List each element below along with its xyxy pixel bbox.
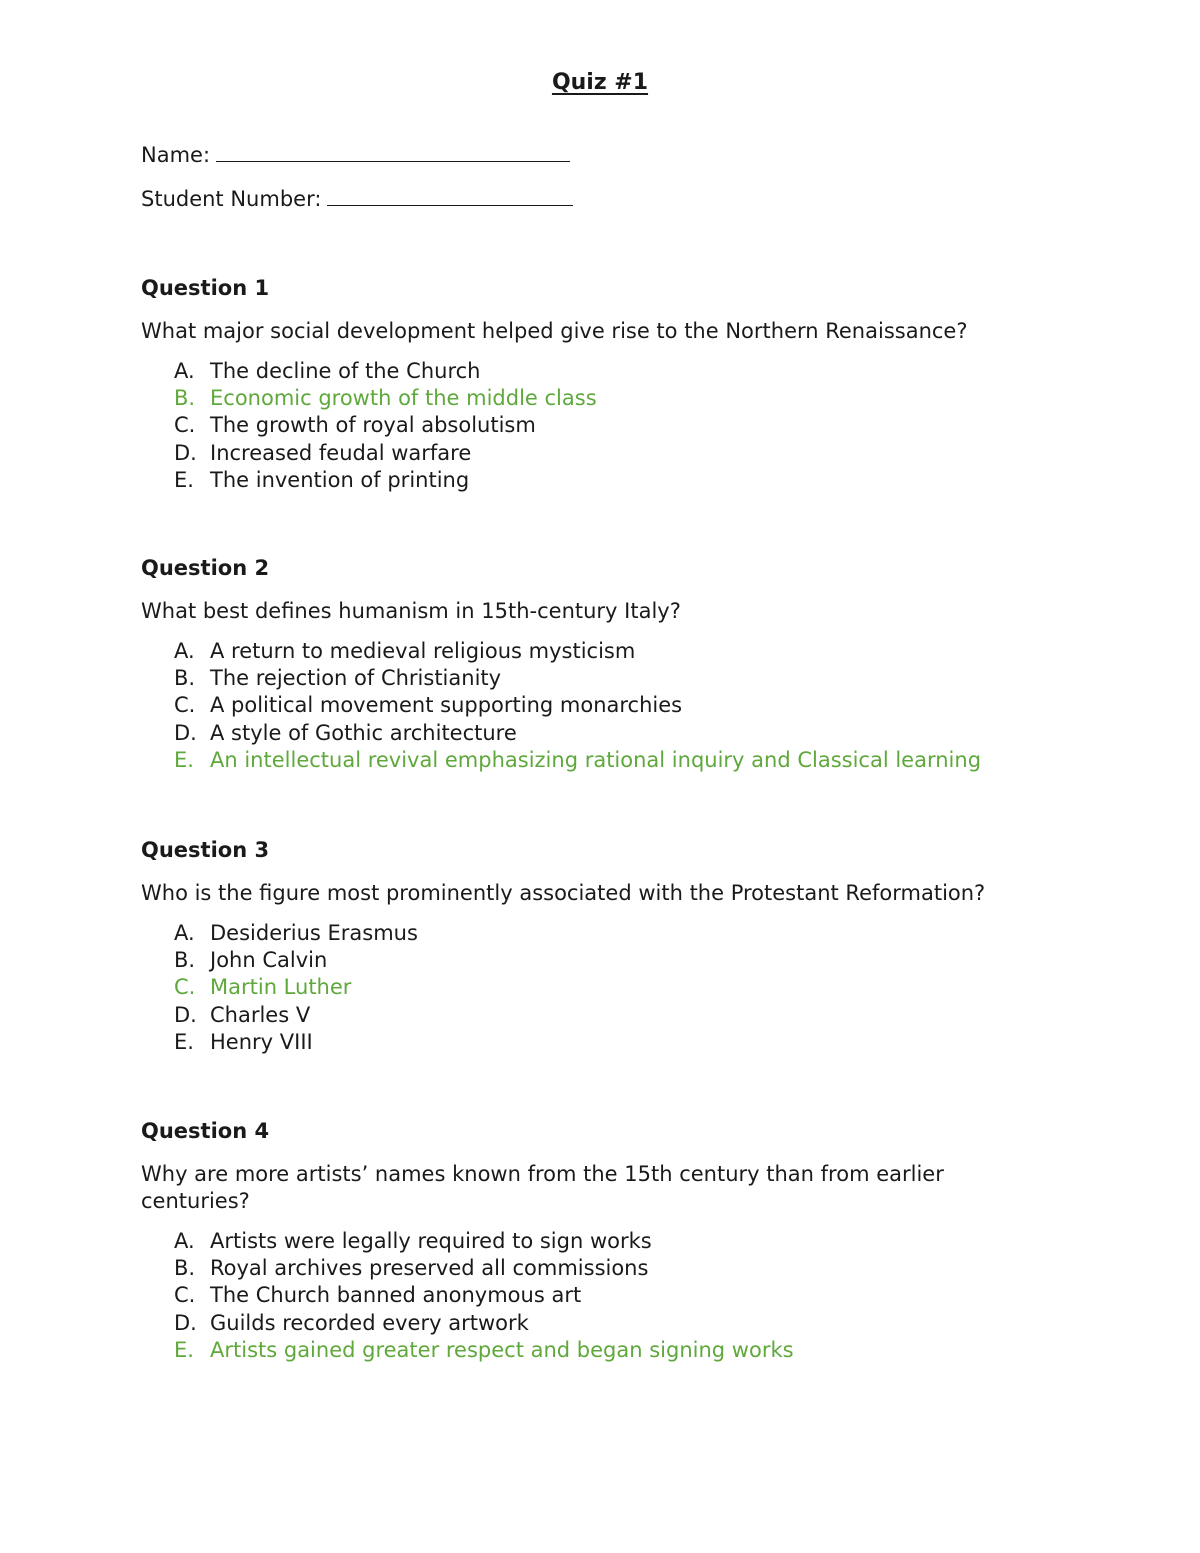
student-number-label: Student Number: — [141, 187, 322, 211]
option-text: The invention of printing — [210, 467, 470, 492]
question-title: Question 4 — [141, 1119, 270, 1143]
option-text: Economic growth of the middle class — [210, 386, 597, 411]
option-letter: E. — [174, 1337, 194, 1362]
student-number-blank-line[interactable] — [327, 187, 573, 206]
option-letter: A. — [174, 921, 195, 945]
question-3 — [141, 836, 1041, 1056]
option-letter: B. — [174, 1256, 196, 1281]
option-letter: E. — [174, 467, 194, 492]
option-text: The Church banned anonymous art — [210, 1283, 582, 1308]
question-4 — [141, 1117, 1041, 1364]
option-letter: E. — [174, 747, 194, 772]
answer-option-d — [174, 1002, 1041, 1029]
answer-option-b — [174, 1255, 1041, 1282]
option-letter: B. — [174, 666, 196, 691]
option-letter: A. — [174, 639, 195, 663]
answer-option-e-correct — [174, 1337, 1041, 1364]
option-letter: C. — [174, 413, 196, 438]
option-text: Charles V — [210, 1002, 311, 1027]
option-letter: C. — [174, 975, 196, 1000]
question-text: Who is the figure most prominently associated with the Protestant Reformation? — [141, 881, 986, 905]
name-label: Name: — [141, 143, 211, 167]
name-blank-line[interactable] — [216, 143, 570, 162]
answer-option-b — [174, 665, 1041, 692]
option-text: Desiderius Erasmus — [210, 921, 418, 945]
answer-option-d — [174, 440, 1041, 467]
option-text: Artists gained greater respect and began signing works — [210, 1337, 794, 1362]
answer-options — [141, 920, 1041, 1056]
answer-option-b-correct — [174, 385, 1041, 412]
question-title: Question 1 — [141, 276, 270, 300]
answer-option-c — [174, 692, 1041, 719]
quiz-title — [0, 68, 1200, 98]
answer-options — [141, 358, 1041, 494]
question-text: What best defines humanism in 15th-century Italy? — [141, 599, 681, 623]
option-letter: D. — [174, 1310, 197, 1335]
answer-option-c — [174, 412, 1041, 439]
quiz-title-text: Quiz #1 — [551, 70, 649, 95]
question-title: Question 3 — [141, 838, 270, 862]
option-text: Artists were legally required to sign works — [210, 1229, 652, 1253]
answer-option-a — [174, 358, 1041, 385]
answer-option-a — [174, 920, 1041, 947]
option-text: The growth of royal absolutism — [210, 413, 536, 438]
name-field — [141, 141, 570, 169]
option-text: Guilds recorded every artwork — [210, 1310, 529, 1335]
question-1 — [141, 274, 1041, 494]
question-text: Why are more artists’ names known from the 15th century than from earlier centuries? — [141, 1162, 944, 1213]
option-letter: C. — [174, 1283, 196, 1308]
option-text: A style of Gothic architecture — [210, 720, 517, 745]
answer-option-d — [174, 1310, 1041, 1337]
option-letter: C. — [174, 693, 196, 718]
option-letter: D. — [174, 720, 197, 745]
answer-options — [141, 1228, 1041, 1364]
question-2 — [141, 554, 1041, 774]
answer-option-c-correct — [174, 974, 1041, 1001]
answer-option-c — [174, 1282, 1041, 1309]
answer-option-a — [174, 1228, 1041, 1255]
option-text: Royal archives preserved all commissions — [210, 1256, 649, 1281]
option-letter: D. — [174, 440, 197, 465]
student-number-field — [141, 185, 573, 213]
option-text: Henry VIII — [210, 1029, 313, 1054]
question-text: What major social development helped give rise to the Northern Renaissance? — [141, 319, 968, 343]
option-text: A return to medieval religious mysticism — [210, 639, 636, 663]
option-letter: D. — [174, 1002, 197, 1027]
option-text: Increased feudal warfare — [210, 440, 472, 465]
answer-option-e — [174, 467, 1041, 494]
option-letter: B. — [174, 386, 196, 411]
answer-option-e — [174, 1029, 1041, 1056]
option-letter: B. — [174, 948, 196, 973]
question-title: Question 2 — [141, 556, 270, 580]
answer-option-d — [174, 720, 1041, 747]
option-text: The rejection of Christianity — [210, 666, 502, 691]
option-text: John Calvin — [210, 948, 328, 973]
option-text: The decline of the Church — [210, 359, 481, 383]
option-letter: A. — [174, 1229, 195, 1253]
option-text: An intellectual revival emphasizing rational inquiry and Classical learning — [210, 747, 982, 772]
answer-option-a — [174, 638, 1041, 665]
answer-option-b — [174, 947, 1041, 974]
answer-option-e-correct — [174, 747, 1041, 774]
option-letter: E. — [174, 1029, 194, 1054]
option-text: A political movement supporting monarchies — [210, 693, 683, 718]
option-text: Martin Luther — [210, 975, 352, 1000]
option-letter: A. — [174, 359, 195, 383]
answer-options — [141, 638, 1041, 774]
